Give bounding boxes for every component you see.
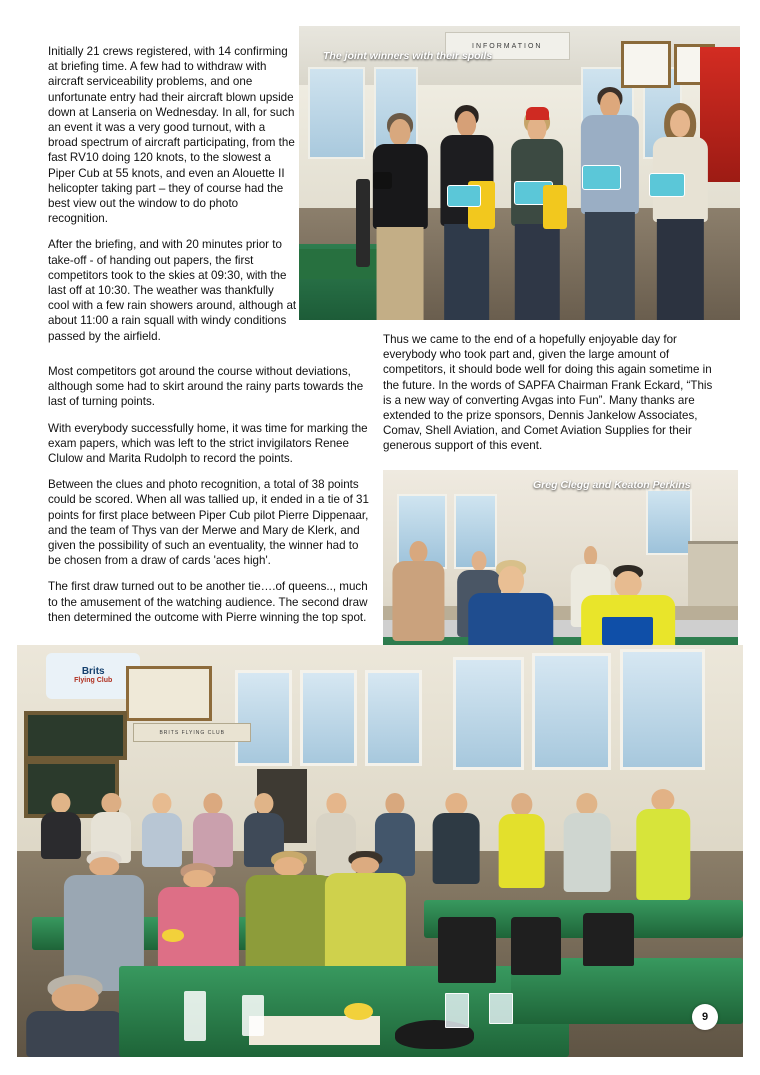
window	[453, 657, 524, 770]
torso	[26, 1011, 124, 1057]
paragraph: The first draw turned out to be another tie….of queens.., much to the amusement of the watching audience. The second draw then determined the outcome with Pierre winning the top spot.	[48, 580, 368, 624]
chair	[438, 917, 496, 983]
head	[352, 857, 380, 874]
right-text-column	[383, 332, 713, 465]
person-winner-2	[436, 102, 498, 320]
head	[511, 793, 532, 816]
crowd-person	[496, 793, 547, 888]
window	[532, 653, 611, 770]
head	[274, 857, 304, 876]
head	[600, 92, 620, 118]
head	[184, 870, 214, 888]
window	[646, 489, 693, 555]
head	[498, 566, 524, 596]
photo-caption-greg-keaton: Greg Clegg and Keaton Perkins	[533, 479, 691, 491]
wall-picture	[621, 41, 671, 88]
person-winner-5	[647, 97, 713, 320]
crowd-person	[431, 793, 482, 884]
torso	[193, 813, 233, 868]
torso	[393, 561, 444, 641]
club-logo-line1: Brits	[81, 666, 105, 678]
seated-person	[322, 851, 409, 975]
chair	[511, 917, 562, 975]
head	[203, 793, 222, 814]
window	[235, 670, 292, 767]
head	[671, 110, 691, 137]
chair	[583, 913, 634, 967]
head	[51, 793, 70, 813]
head	[457, 111, 477, 137]
crowd-person	[191, 793, 235, 867]
photo-caption-winners: The joint winners with their spoils	[323, 50, 493, 62]
legs	[515, 224, 559, 320]
head	[390, 119, 411, 147]
window	[308, 67, 365, 159]
water-bottle	[242, 995, 264, 1036]
photo-clubhouse-hall	[17, 645, 743, 1057]
hi-vis-vest	[636, 809, 689, 900]
drinking-glass	[489, 993, 513, 1024]
paragraph: Between the clues and photo recognition, a total of 38 points could be scored. When all was tallied up, it ended in a tie of 31 points for first place between Piper Cub pilot Pierre Dippenaar, and the team of Thys van der Merwe and Mary de Klerk, and given the possibility of such an eventuality, the winner had to be chosen from a draw of cards 'aces high'.	[48, 478, 369, 568]
torso	[433, 813, 480, 884]
shirt-print	[602, 617, 653, 646]
head	[102, 793, 121, 813]
photo-joint-winners	[299, 26, 740, 320]
torso	[142, 813, 182, 868]
rolled-prize	[582, 165, 621, 191]
person-winner-3	[506, 102, 568, 320]
crowd-person-hi-vis	[634, 789, 692, 900]
head	[52, 984, 99, 1012]
head	[446, 793, 467, 815]
paragraph: Initially 21 crews registered, with 14 confirming at briefing time. A few had to withdraw with aircraft serviceability problems, and one unfortunate entry had their aircraft blown upside down at Lanseria on Wednesday. In all, for such an event it was a very good turnout, with a broad spectrum of aircraft participating, from the fast RV10 doing 120 knots, to the slowest a Piper Cub at 55 knots, and even an Alouette II helicopter taking part – they of course had the best view out the window to do photo recognition.	[48, 45, 295, 226]
person-winner-4	[577, 85, 643, 320]
head	[576, 793, 597, 815]
head	[327, 793, 346, 814]
legs	[657, 219, 703, 320]
shelf	[688, 541, 738, 615]
head	[385, 793, 404, 814]
torso	[498, 814, 545, 888]
rolled-prize	[649, 173, 685, 197]
wall-sign: BRITS FLYING CLUB	[133, 723, 251, 741]
head	[153, 793, 172, 814]
head	[584, 546, 598, 565]
crowd-person	[562, 793, 613, 892]
table-runner	[249, 1016, 380, 1045]
drinking-glass	[445, 993, 469, 1028]
legs	[585, 212, 635, 320]
head	[410, 541, 427, 563]
legs	[444, 224, 490, 320]
club-logo-line2: Flying Club	[74, 677, 113, 685]
red-cap	[526, 107, 549, 120]
prize-bag	[543, 185, 566, 229]
microphone	[373, 172, 392, 189]
information-sign: INFORMATION	[445, 32, 570, 60]
torso	[325, 873, 405, 974]
notice-board	[24, 711, 126, 760]
head	[652, 789, 675, 811]
water-bottle	[184, 991, 206, 1040]
rolled-prize	[447, 185, 481, 207]
flower-decoration	[344, 1003, 373, 1019]
paragraph: With everybody successfully home, it was time for marking the exam papers, which was left to the strict invigilators Renee Clulow and Marita Rudolph to record the points.	[48, 421, 368, 466]
microphone-stand	[356, 179, 369, 267]
window	[365, 670, 422, 767]
window	[300, 670, 357, 767]
left-text-column-lower	[48, 364, 373, 636]
head	[254, 793, 273, 814]
legs	[377, 227, 424, 320]
foreground-person	[24, 975, 126, 1057]
person-winner-1	[370, 108, 432, 320]
left-text-column	[48, 44, 298, 355]
crowd-person	[39, 793, 83, 859]
head	[615, 571, 642, 598]
head	[89, 857, 119, 877]
flower-decoration	[162, 929, 184, 941]
paragraph: Thus we came to the end of a hopefully enjoyable day for everybody who took part and, given the large amount of competitors, it should bode well for doing this again sometime in the future. In the words of SAPFA Chairman Frank Eckard, “This is a new way of converting Avgas into Fun”. Many thanks are extended to the prize sponsors, Dennis Jankelow Associates, Comav, Shell Aviation, and Comet Aviation Supplies for their generous support of this event.	[383, 333, 713, 453]
wall-picture	[126, 666, 212, 721]
torso	[564, 813, 611, 892]
background-person	[390, 541, 447, 641]
paragraph: After the briefing, and with 20 minutes prior to take-off - of handing out papers, the first competitors took to the skies at 09:30, with the last off at 10:30. The weather was thankfully cool with a few rain showers around, although at about 11:00 a rain squall with windy conditions passed by the airfield.	[48, 238, 297, 343]
window	[620, 649, 706, 770]
page-number: 9	[692, 1004, 718, 1030]
paragraph: Most competitors got around the course without deviations, although some had to skirt around the rainy parts towards the last of turning points.	[48, 365, 364, 409]
